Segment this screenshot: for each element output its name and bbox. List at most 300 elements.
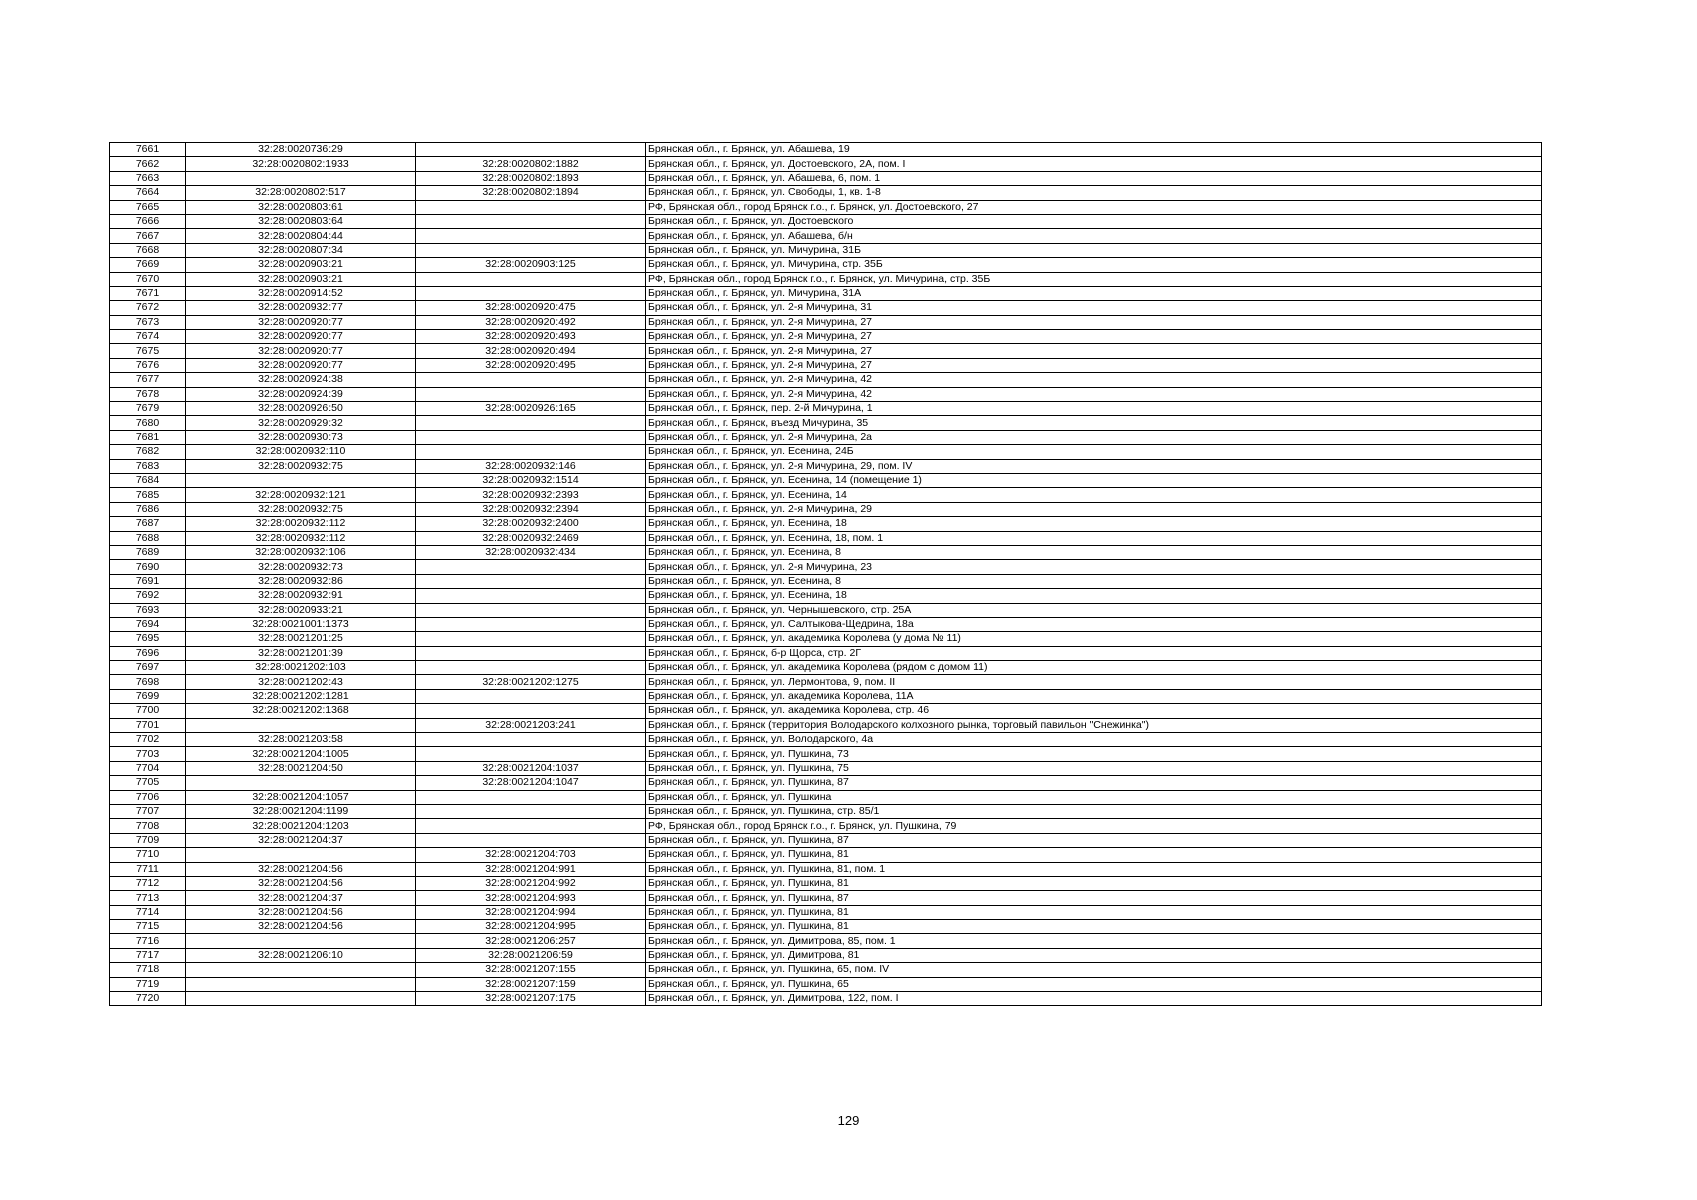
table-row <box>110 718 1542 732</box>
table-row <box>110 617 1542 631</box>
table-row <box>110 977 1542 991</box>
address-cell: Брянская обл., г. Брянск, ул. академика Королева (у дома № 11) <box>646 632 1542 646</box>
cadastral-number-cell <box>186 171 416 185</box>
address-cell: Брянская обл., г. Брянск, б-р Щорса, стр. 2Г <box>646 646 1542 660</box>
cadastral-number-cell: 32:28:0020933:21 <box>186 603 416 617</box>
related-cadastral-number-cell: 32:28:0020920:494 <box>416 344 646 358</box>
related-cadastral-number-cell <box>416 617 646 631</box>
row-number-cell: 7697 <box>110 661 186 675</box>
cadastral-number-cell: 32:28:0021204:37 <box>186 833 416 847</box>
address-cell: Брянская обл., г. Брянск, ул. 2-я Мичурина, 2а <box>646 430 1542 444</box>
cadastral-number-cell <box>186 934 416 948</box>
related-cadastral-number-cell <box>416 560 646 574</box>
related-cadastral-number-cell <box>416 416 646 430</box>
table-row <box>110 545 1542 559</box>
address-cell: Брянская обл., г. Брянск, ул. Достоевского <box>646 214 1542 228</box>
table-row <box>110 315 1542 329</box>
cadastral-number-cell <box>186 977 416 991</box>
table-row <box>110 819 1542 833</box>
row-number-cell: 7720 <box>110 992 186 1006</box>
row-number-cell: 7708 <box>110 819 186 833</box>
table-row <box>110 689 1542 703</box>
registry-table-body <box>110 143 1542 1006</box>
row-number-cell: 7668 <box>110 243 186 257</box>
row-number-cell: 7702 <box>110 733 186 747</box>
cadastral-number-cell: 32:28:0020932:112 <box>186 531 416 545</box>
row-number-cell: 7705 <box>110 776 186 790</box>
address-cell: Брянская обл., г. Брянск, ул. 2-я Мичурина, 27 <box>646 315 1542 329</box>
row-number-cell: 7694 <box>110 617 186 631</box>
table-row <box>110 876 1542 890</box>
table-row <box>110 272 1542 286</box>
address-cell: Брянская обл., г. Брянск, ул. Абашева, 6, пом. 1 <box>646 171 1542 185</box>
related-cadastral-number-cell <box>416 603 646 617</box>
table-row <box>110 920 1542 934</box>
row-number-cell: 7712 <box>110 876 186 890</box>
cadastral-number-cell: 32:28:0020903:21 <box>186 258 416 272</box>
table-row <box>110 301 1542 315</box>
cadastral-number-cell: 32:28:0021202:1281 <box>186 689 416 703</box>
address-cell: Брянская обл., г. Брянск, ул. Мичурина, стр. 35Б <box>646 258 1542 272</box>
related-cadastral-number-cell: 32:28:0021206:257 <box>416 934 646 948</box>
cadastral-number-cell <box>186 718 416 732</box>
row-number-cell: 7690 <box>110 560 186 574</box>
cadastral-number-cell: 32:28:0020920:77 <box>186 358 416 372</box>
related-cadastral-number-cell: 32:28:0021204:991 <box>416 862 646 876</box>
address-cell: РФ, Брянская обл., город Брянск г.о., г. Брянск, ул. Пушкина, 79 <box>646 819 1542 833</box>
row-number-cell: 7661 <box>110 143 186 157</box>
address-cell: Брянская обл., г. Брянск, ул. Пушкина, 75 <box>646 761 1542 775</box>
cadastral-number-cell: 32:28:0020932:77 <box>186 301 416 315</box>
address-cell: Брянская обл., г. Брянск, ул. Пушкина, 81 <box>646 848 1542 862</box>
related-cadastral-number-cell: 32:28:0021204:1047 <box>416 776 646 790</box>
table-row <box>110 402 1542 416</box>
row-number-cell: 7710 <box>110 848 186 862</box>
address-cell: Брянская обл., г. Брянск, ул. Есенина, 8 <box>646 574 1542 588</box>
table-row <box>110 948 1542 962</box>
related-cadastral-number-cell <box>416 747 646 761</box>
related-cadastral-number-cell <box>416 833 646 847</box>
cadastral-number-cell: 32:28:0021204:50 <box>186 761 416 775</box>
cadastral-number-cell <box>186 992 416 1006</box>
related-cadastral-number-cell: 32:28:0020802:1882 <box>416 157 646 171</box>
row-number-cell: 7718 <box>110 963 186 977</box>
table-row <box>110 502 1542 516</box>
table-row <box>110 373 1542 387</box>
table-row <box>110 286 1542 300</box>
row-number-cell: 7666 <box>110 214 186 228</box>
related-cadastral-number-cell <box>416 574 646 588</box>
address-cell: Брянская обл., г. Брянск, ул. Пушкина, 81 <box>646 920 1542 934</box>
related-cadastral-number-cell <box>416 733 646 747</box>
row-number-cell: 7679 <box>110 402 186 416</box>
row-number-cell: 7685 <box>110 488 186 502</box>
row-number-cell: 7665 <box>110 200 186 214</box>
related-cadastral-number-cell: 32:28:0020932:2469 <box>416 531 646 545</box>
related-cadastral-number-cell <box>416 704 646 718</box>
address-cell: РФ, Брянская обл., город Брянск г.о., г. Брянск, ул. Мичурина, стр. 35Б <box>646 272 1542 286</box>
address-cell: Брянская обл., г. Брянск, ул. Мичурина, 31А <box>646 286 1542 300</box>
related-cadastral-number-cell: 32:28:0021203:241 <box>416 718 646 732</box>
row-number-cell: 7714 <box>110 905 186 919</box>
address-cell: Брянская обл., г. Брянск, ул. 2-я Мичурина, 42 <box>646 373 1542 387</box>
cadastral-number-cell: 32:28:0020920:77 <box>186 344 416 358</box>
table-row <box>110 531 1542 545</box>
table-row <box>110 473 1542 487</box>
cadastral-number-cell: 32:28:0020920:77 <box>186 315 416 329</box>
address-cell: Брянская обл., г. Брянск, ул. Есенина, 14 <box>646 488 1542 502</box>
table-row <box>110 330 1542 344</box>
cadastral-number-cell: 32:28:0021202:1368 <box>186 704 416 718</box>
cadastral-number-cell: 32:28:0021204:1005 <box>186 747 416 761</box>
address-cell: Брянская обл., г. Брянск, ул. Димитрова, 122, пом. I <box>646 992 1542 1006</box>
row-number-cell: 7696 <box>110 646 186 660</box>
cadastral-number-cell: 32:28:0021206:10 <box>186 948 416 962</box>
related-cadastral-number-cell <box>416 143 646 157</box>
row-number-cell: 7692 <box>110 589 186 603</box>
table-row <box>110 992 1542 1006</box>
cadastral-number-cell: 32:28:0020803:64 <box>186 214 416 228</box>
address-cell: Брянская обл., г. Брянск, ул. Пушкина, 65, пом. IV <box>646 963 1542 977</box>
address-cell: Брянская обл., г. Брянск, ул. Пушкина, 81 <box>646 905 1542 919</box>
row-number-cell: 7707 <box>110 804 186 818</box>
address-cell: Брянская обл., г. Брянск, ул. 2-я Мичурина, 27 <box>646 330 1542 344</box>
table-row <box>110 358 1542 372</box>
address-cell: Брянская обл., г. Брянск, ул. 2-я Мичурина, 27 <box>646 358 1542 372</box>
row-number-cell: 7664 <box>110 186 186 200</box>
table-row <box>110 833 1542 847</box>
row-number-cell: 7704 <box>110 761 186 775</box>
row-number-cell: 7701 <box>110 718 186 732</box>
row-number-cell: 7693 <box>110 603 186 617</box>
registry-table <box>109 142 1542 1006</box>
address-cell: Брянская обл., г. Брянск, ул. академика Королева, стр. 46 <box>646 704 1542 718</box>
cadastral-number-cell: 32:28:0020807:34 <box>186 243 416 257</box>
related-cadastral-number-cell <box>416 819 646 833</box>
related-cadastral-number-cell <box>416 430 646 444</box>
cadastral-number-cell <box>186 473 416 487</box>
table-row <box>110 344 1542 358</box>
table-row <box>110 646 1542 660</box>
related-cadastral-number-cell: 32:28:0020932:146 <box>416 459 646 473</box>
page-number: 129 <box>837 1113 860 1128</box>
address-cell: Брянская обл., г. Брянск, ул. Достоевского, 2А, пом. I <box>646 157 1542 171</box>
address-cell: Брянская обл., г. Брянск, ул. Чернышевского, стр. 25А <box>646 603 1542 617</box>
address-cell: Брянская обл., г. Брянск, ул. Мичурина, 31Б <box>646 243 1542 257</box>
related-cadastral-number-cell <box>416 272 646 286</box>
related-cadastral-number-cell <box>416 804 646 818</box>
row-number-cell: 7680 <box>110 416 186 430</box>
row-number-cell: 7689 <box>110 545 186 559</box>
address-cell: Брянская обл., г. Брянск, ул. Пушкина <box>646 790 1542 804</box>
address-cell: Брянская обл., г. Брянск (территория Володарского колхозного рынка, торговый павильон "Снежинка") <box>646 718 1542 732</box>
table-row <box>110 589 1542 603</box>
table-row <box>110 560 1542 574</box>
address-cell: Брянская обл., г. Брянск, ул. 2-я Мичурина, 29, пом. IV <box>646 459 1542 473</box>
cadastral-number-cell: 32:28:0020802:1933 <box>186 157 416 171</box>
table-row <box>110 517 1542 531</box>
row-number-cell: 7667 <box>110 229 186 243</box>
cadastral-number-cell: 32:28:0020920:77 <box>186 330 416 344</box>
cadastral-number-cell: 32:28:0021201:25 <box>186 632 416 646</box>
row-number-cell: 7673 <box>110 315 186 329</box>
related-cadastral-number-cell <box>416 243 646 257</box>
cadastral-number-cell: 32:28:0021204:1199 <box>186 804 416 818</box>
related-cadastral-number-cell: 32:28:0021207:175 <box>416 992 646 1006</box>
cadastral-number-cell: 32:28:0020930:73 <box>186 430 416 444</box>
cadastral-number-cell: 32:28:0021001:1373 <box>186 617 416 631</box>
address-cell: Брянская обл., г. Брянск, ул. Пушкина, 81 <box>646 876 1542 890</box>
related-cadastral-number-cell: 32:28:0020920:475 <box>416 301 646 315</box>
related-cadastral-number-cell: 32:28:0021207:159 <box>416 977 646 991</box>
related-cadastral-number-cell <box>416 661 646 675</box>
row-number-cell: 7715 <box>110 920 186 934</box>
related-cadastral-number-cell: 32:28:0021204:1037 <box>416 761 646 775</box>
cadastral-number-cell: 32:28:0021204:56 <box>186 862 416 876</box>
related-cadastral-number-cell: 32:28:0021204:994 <box>416 905 646 919</box>
row-number-cell: 7700 <box>110 704 186 718</box>
table-row <box>110 214 1542 228</box>
related-cadastral-number-cell: 32:28:0020926:165 <box>416 402 646 416</box>
row-number-cell: 7716 <box>110 934 186 948</box>
cadastral-number-cell: 32:28:0020932:91 <box>186 589 416 603</box>
table-row <box>110 848 1542 862</box>
address-cell: Брянская обл., г. Брянск, ул. Есенина, 8 <box>646 545 1542 559</box>
table-row <box>110 171 1542 185</box>
row-number-cell: 7678 <box>110 387 186 401</box>
table-row <box>110 661 1542 675</box>
cadastral-number-cell: 32:28:0020802:517 <box>186 186 416 200</box>
cadastral-number-cell: 32:28:0021202:43 <box>186 675 416 689</box>
cadastral-number-cell: 32:28:0020803:61 <box>186 200 416 214</box>
address-cell: Брянская обл., г. Брянск, ул. Пушкина, 87 <box>646 776 1542 790</box>
address-cell: Брянская обл., г. Брянск, ул. 2-я Мичурина, 31 <box>646 301 1542 315</box>
table-row <box>110 387 1542 401</box>
related-cadastral-number-cell <box>416 387 646 401</box>
address-cell: РФ, Брянская обл., город Брянск г.о., г. Брянск, ул. Достоевского, 27 <box>646 200 1542 214</box>
table-row <box>110 747 1542 761</box>
address-cell: Брянская обл., г. Брянск, ул. Салтыкова-Щедрина, 18а <box>646 617 1542 631</box>
related-cadastral-number-cell: 32:28:0020903:125 <box>416 258 646 272</box>
related-cadastral-number-cell: 32:28:0021204:992 <box>416 876 646 890</box>
cadastral-number-cell <box>186 848 416 862</box>
row-number-cell: 7713 <box>110 891 186 905</box>
row-number-cell: 7688 <box>110 531 186 545</box>
address-cell: Брянская обл., г. Брянск, ул. Пушкина, 87 <box>646 891 1542 905</box>
table-row <box>110 905 1542 919</box>
address-cell: Брянская обл., г. Брянск, въезд Мичурина, 35 <box>646 416 1542 430</box>
table-row <box>110 200 1542 214</box>
row-number-cell: 7669 <box>110 258 186 272</box>
address-cell: Брянская обл., г. Брянск, ул. Пушкина, стр. 85/1 <box>646 804 1542 818</box>
row-number-cell: 7698 <box>110 675 186 689</box>
cadastral-number-cell: 32:28:0020932:121 <box>186 488 416 502</box>
row-number-cell: 7676 <box>110 358 186 372</box>
address-cell: Брянская обл., г. Брянск, ул. Есенина, 18 <box>646 589 1542 603</box>
address-cell: Брянская обл., г. Брянск, ул. 2-я Мичурина, 42 <box>646 387 1542 401</box>
row-number-cell: 7682 <box>110 445 186 459</box>
row-number-cell: 7719 <box>110 977 186 991</box>
table-row <box>110 934 1542 948</box>
related-cadastral-number-cell: 32:28:0020920:495 <box>416 358 646 372</box>
cadastral-number-cell <box>186 963 416 977</box>
address-cell: Брянская обл., г. Брянск, ул. Абашева, 19 <box>646 143 1542 157</box>
related-cadastral-number-cell: 32:28:0021206:59 <box>416 948 646 962</box>
cadastral-number-cell: 32:28:0020903:21 <box>186 272 416 286</box>
cadastral-number-cell: 32:28:0020932:112 <box>186 517 416 531</box>
cadastral-number-cell: 32:28:0020804:44 <box>186 229 416 243</box>
row-number-cell: 7699 <box>110 689 186 703</box>
address-cell: Брянская обл., г. Брянск, ул. академика Королева (рядом с домом 11) <box>646 661 1542 675</box>
table-row <box>110 258 1542 272</box>
table-row <box>110 632 1542 646</box>
table-row <box>110 790 1542 804</box>
address-cell: Брянская обл., г. Брянск, ул. Есенина, 24Б <box>646 445 1542 459</box>
table-row <box>110 603 1542 617</box>
address-cell: Брянская обл., г. Брянск, ул. Димитрова, 81 <box>646 948 1542 962</box>
row-number-cell: 7684 <box>110 473 186 487</box>
table-row <box>110 243 1542 257</box>
row-number-cell: 7683 <box>110 459 186 473</box>
related-cadastral-number-cell: 32:28:0021202:1275 <box>416 675 646 689</box>
table-row <box>110 804 1542 818</box>
row-number-cell: 7703 <box>110 747 186 761</box>
address-cell: Брянская обл., г. Брянск, ул. Пушкина, 87 <box>646 833 1542 847</box>
related-cadastral-number-cell: 32:28:0020802:1893 <box>416 171 646 185</box>
row-number-cell: 7663 <box>110 171 186 185</box>
row-number-cell: 7711 <box>110 862 186 876</box>
row-number-cell: 7675 <box>110 344 186 358</box>
related-cadastral-number-cell <box>416 632 646 646</box>
address-cell: Брянская обл., г. Брянск, ул. Пушкина, 73 <box>646 747 1542 761</box>
related-cadastral-number-cell <box>416 229 646 243</box>
related-cadastral-number-cell: 32:28:0020932:434 <box>416 545 646 559</box>
related-cadastral-number-cell: 32:28:0020920:493 <box>416 330 646 344</box>
related-cadastral-number-cell: 32:28:0021207:155 <box>416 963 646 977</box>
cadastral-number-cell: 32:28:0021204:37 <box>186 891 416 905</box>
address-cell: Брянская обл., г. Брянск, ул. Есенина, 14 (помещение 1) <box>646 473 1542 487</box>
cadastral-number-cell: 32:28:0020914:52 <box>186 286 416 300</box>
row-number-cell: 7686 <box>110 502 186 516</box>
related-cadastral-number-cell <box>416 214 646 228</box>
address-cell: Брянская обл., г. Брянск, ул. академика Королева, 11А <box>646 689 1542 703</box>
address-cell: Брянская обл., г. Брянск, пер. 2-й Мичурина, 1 <box>646 402 1542 416</box>
table-row <box>110 445 1542 459</box>
table-row <box>110 459 1542 473</box>
address-cell: Брянская обл., г. Брянск, ул. Димитрова, 85, пом. 1 <box>646 934 1542 948</box>
related-cadastral-number-cell: 32:28:0020802:1894 <box>416 186 646 200</box>
related-cadastral-number-cell: 32:28:0020932:2393 <box>416 488 646 502</box>
cadastral-number-cell: 32:28:0020926:50 <box>186 402 416 416</box>
cadastral-number-cell: 32:28:0021204:1203 <box>186 819 416 833</box>
table-row <box>110 488 1542 502</box>
address-cell: Брянская обл., г. Брянск, ул. 2-я Мичурина, 27 <box>646 344 1542 358</box>
address-cell: Брянская обл., г. Брянск, ул. Пушкина, 81, пом. 1 <box>646 862 1542 876</box>
table-row <box>110 229 1542 243</box>
cadastral-number-cell: 32:28:0020736:29 <box>186 143 416 157</box>
cadastral-number-cell: 32:28:0021202:103 <box>186 661 416 675</box>
table-row <box>110 891 1542 905</box>
row-number-cell: 7670 <box>110 272 186 286</box>
table-row <box>110 143 1542 157</box>
table-row <box>110 733 1542 747</box>
row-number-cell: 7709 <box>110 833 186 847</box>
cadastral-number-cell: 32:28:0021204:56 <box>186 920 416 934</box>
row-number-cell: 7681 <box>110 430 186 444</box>
table-row <box>110 186 1542 200</box>
address-cell: Брянская обл., г. Брянск, ул. Лермонтова, 9, пом. II <box>646 675 1542 689</box>
related-cadastral-number-cell: 32:28:0021204:995 <box>416 920 646 934</box>
row-number-cell: 7706 <box>110 790 186 804</box>
table-row <box>110 963 1542 977</box>
cadastral-number-cell: 32:28:0021204:1057 <box>186 790 416 804</box>
address-cell: Брянская обл., г. Брянск, ул. 2-я Мичурина, 23 <box>646 560 1542 574</box>
cadastral-number-cell: 32:28:0020932:75 <box>186 502 416 516</box>
related-cadastral-number-cell <box>416 373 646 387</box>
related-cadastral-number-cell: 32:28:0020920:492 <box>416 315 646 329</box>
cadastral-number-cell: 32:28:0020932:75 <box>186 459 416 473</box>
related-cadastral-number-cell <box>416 790 646 804</box>
address-cell: Брянская обл., г. Брянск, ул. Свободы, 1, кв. 1-8 <box>646 186 1542 200</box>
table-row <box>110 862 1542 876</box>
row-number-cell: 7672 <box>110 301 186 315</box>
related-cadastral-number-cell <box>416 445 646 459</box>
row-number-cell: 7695 <box>110 632 186 646</box>
row-number-cell: 7677 <box>110 373 186 387</box>
row-number-cell: 7717 <box>110 948 186 962</box>
related-cadastral-number-cell: 32:28:0021204:993 <box>416 891 646 905</box>
related-cadastral-number-cell <box>416 646 646 660</box>
row-number-cell: 7674 <box>110 330 186 344</box>
address-cell: Брянская обл., г. Брянск, ул. Абашева, б/н <box>646 229 1542 243</box>
table-row <box>110 761 1542 775</box>
row-number-cell: 7691 <box>110 574 186 588</box>
cadastral-number-cell: 32:28:0021201:39 <box>186 646 416 660</box>
cadastral-number-cell: 32:28:0020932:106 <box>186 545 416 559</box>
address-cell: Брянская обл., г. Брянск, ул. Володарского, 4а <box>646 733 1542 747</box>
address-cell: Брянская обл., г. Брянск, ул. Есенина, 18 <box>646 517 1542 531</box>
table-row <box>110 704 1542 718</box>
cadastral-number-cell: 32:28:0020929:32 <box>186 416 416 430</box>
cadastral-number-cell: 32:28:0020924:38 <box>186 373 416 387</box>
table-row <box>110 574 1542 588</box>
related-cadastral-number-cell <box>416 589 646 603</box>
cadastral-number-cell: 32:28:0021204:56 <box>186 876 416 890</box>
address-cell: Брянская обл., г. Брянск, ул. Есенина, 18, пом. 1 <box>646 531 1542 545</box>
related-cadastral-number-cell: 32:28:0020932:2394 <box>416 502 646 516</box>
row-number-cell: 7671 <box>110 286 186 300</box>
cadastral-number-cell: 32:28:0020924:39 <box>186 387 416 401</box>
related-cadastral-number-cell <box>416 689 646 703</box>
row-number-cell: 7662 <box>110 157 186 171</box>
table-row <box>110 430 1542 444</box>
related-cadastral-number-cell <box>416 200 646 214</box>
address-cell: Брянская обл., г. Брянск, ул. 2-я Мичурина, 29 <box>646 502 1542 516</box>
table-row <box>110 157 1542 171</box>
related-cadastral-number-cell: 32:28:0020932:1514 <box>416 473 646 487</box>
cadastral-number-cell: 32:28:0020932:110 <box>186 445 416 459</box>
address-cell: Брянская обл., г. Брянск, ул. Пушкина, 65 <box>646 977 1542 991</box>
related-cadastral-number-cell: 32:28:0021204:703 <box>416 848 646 862</box>
cadastral-number-cell: 32:28:0020932:73 <box>186 560 416 574</box>
related-cadastral-number-cell: 32:28:0020932:2400 <box>416 517 646 531</box>
row-number-cell: 7687 <box>110 517 186 531</box>
cadastral-number-cell: 32:28:0021203:58 <box>186 733 416 747</box>
table-row <box>110 416 1542 430</box>
cadastral-number-cell: 32:28:0021204:56 <box>186 905 416 919</box>
related-cadastral-number-cell <box>416 286 646 300</box>
cadastral-number-cell <box>186 776 416 790</box>
